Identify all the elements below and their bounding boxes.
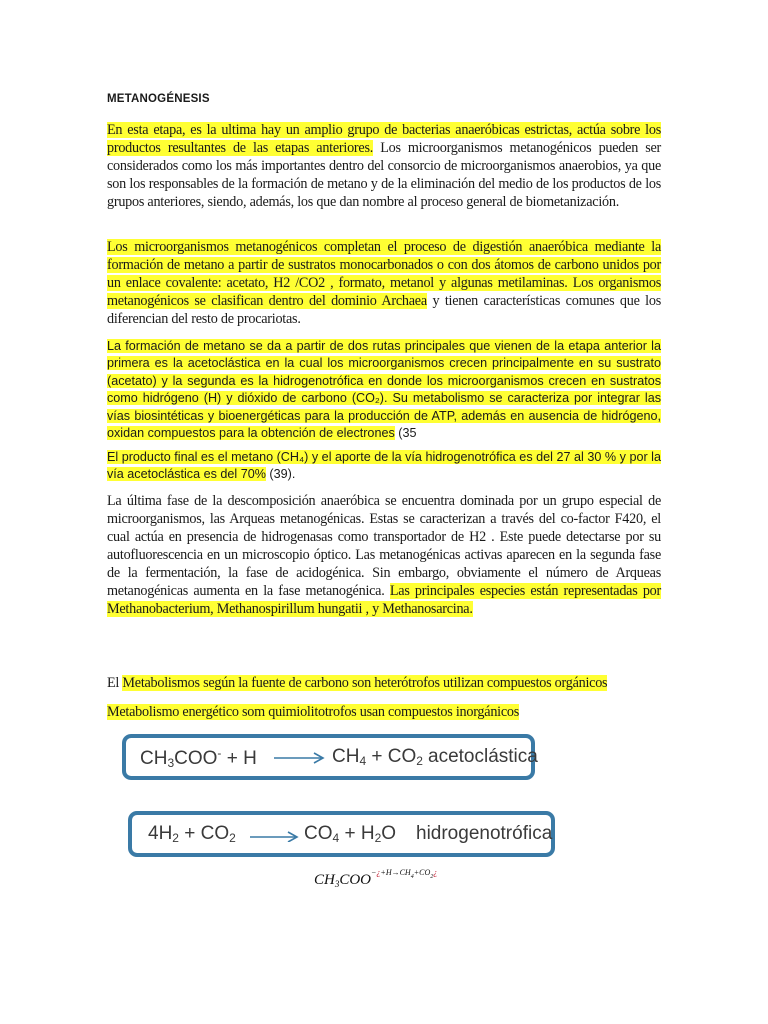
- paragraph-final-product: [107, 449, 661, 484]
- body-text: y tienen características comunes que los diferencian del resto de procariotas.: [107, 293, 661, 327]
- paragraph-routes: [107, 338, 661, 442]
- citation-text: (39).: [265, 467, 296, 482]
- paragraph-archaea: [107, 492, 661, 618]
- highlighted-text: Los microorganismos metanogénicos completan el proceso de digestión anaeróbica mediante la formación de metano a partir de sustratos monocarbonados o con dos átomos de carbono unidos por un enlace covalente: acetato, H2 /CO2 , formato, metanol y algunas metilaminas. Los organismos metanogénicos se clasifican dentro del dominio Archaea: [107, 239, 661, 309]
- highlighted-text: Metabolismo energético som quimiolitotrofos usan compuestos inorgánicos: [107, 704, 520, 720]
- metabolism-energy-line: [107, 703, 661, 721]
- products-co4-h2o: $CO_4 + H_2O$: [304, 823, 397, 845]
- highlighted-text: Metabolismos según la fuente de carbono son heterótrofos utilizan compuestos orgánicos: [122, 675, 608, 691]
- reactants-h2-co2: $4H_2 + CO_2$: [148, 823, 236, 845]
- body-text: La última fase de la descomposición anaeróbica se encuentra dominada por un grupo especial de microorganismos, las Arqueas metanogénicas. Estas se caracterizan a través del co-factor F420, el cual actúa en presencia de hidrogenasas como transportador de H2 . Este puede detectarse por su autofluorescencia en un microscopio óptico. Las metanogénicas activas aparecen en la segunda fase de la fermentación, la fase de acidogénica. Sin embargo, obviamente el número de Arqueas metanogénicas aumenta en la fase metanogénica.: [107, 493, 661, 599]
- citation-text: (35: [394, 426, 417, 441]
- highlighted-text: El producto final es el metano (CH₄) y el aporte de la vía hidrogenotrófica es del 27 al 30 % y por la vía acetoclástica es del 70%: [107, 450, 661, 482]
- route-label: acetoclástica: [428, 746, 538, 767]
- equation-acetoclastic: [122, 734, 538, 780]
- acetate-formula: $CH_3COO^{-¿+H\to CH_4+CO_2¿}$: [314, 868, 438, 889]
- body-text: El: [107, 675, 123, 691]
- highlighted-text: Las principales especies están representadas por Methanobacterium, Methanospirillum hungatii , y Methanosarcina.: [107, 583, 661, 617]
- reaction-arrow-icon: [274, 751, 326, 765]
- body-text: Los microorganismos metanogénicos pueden ser considerados como los más importantes dentro del consorcio de microorganismos anaerobios, ya que son los responsables de la formación de metano y de la eliminación del medio de los productos de los grupos anteriores, siendo, además, los que dan nombre al proceso general de biometanización.: [107, 140, 661, 210]
- route-label: hidrogenotrófica: [416, 823, 553, 844]
- reactant-acetate: $CH_3COO^- + H$: [140, 746, 257, 770]
- reaction-arrow-icon: [250, 828, 300, 842]
- metabolism-carbon-line: [107, 674, 661, 692]
- paragraph-microorganisms: [107, 238, 661, 328]
- paragraph-intro: [107, 121, 661, 211]
- equation-hydrogenotrophic: [128, 811, 555, 857]
- document-title: METANOGÉNESIS: [107, 93, 210, 105]
- products-methane-co2: $CH_4 + CO_2$: [332, 746, 423, 768]
- highlighted-text: La formación de metano se da a partir de dos rutas principales que vienen de la etapa anterior la primera es la acetoclástica en la cual los microorganismos crecen principalmente en su sustrato (acetato) y la segunda es la hidrogenotrófica en donde los microorganismos crecen en sustratos como hidrógeno (H) y dióxido de carbono (CO₂). Su metabolismo se caracteriza por integrar las vías biosintéticas y bioenergéticas para la producción de ATP, además en ausencia de hidrógeno, oxidan compuestos para la obtención de electrones: [107, 339, 661, 441]
- highlighted-text: En esta etapa, es la ultima hay un amplio grupo de bacterias anaeróbicas estrictas, actúa sobre los productos resultantes de las etapas anteriores.: [107, 122, 661, 156]
